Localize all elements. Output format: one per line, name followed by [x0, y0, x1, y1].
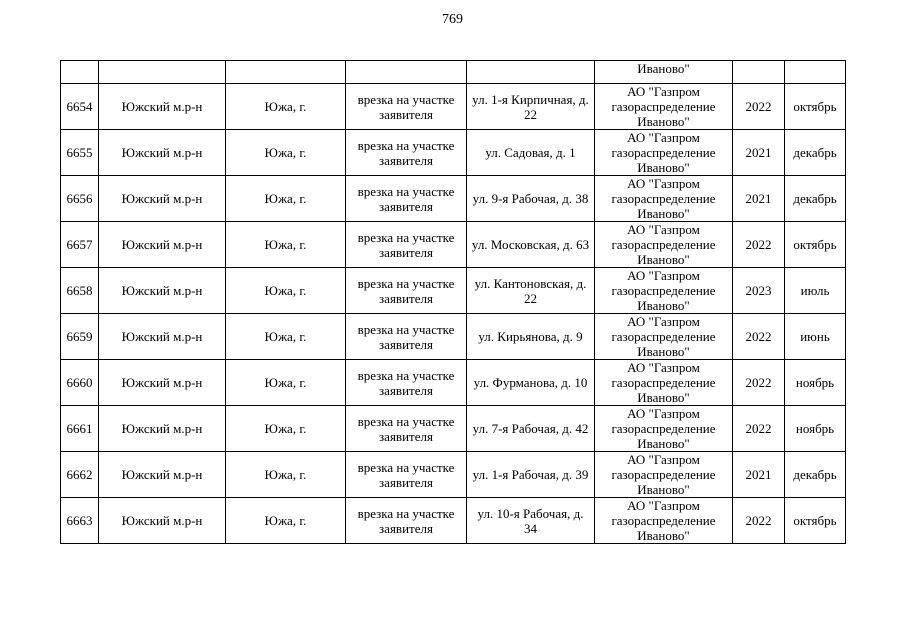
table-row: [61, 314, 846, 360]
cell-year: 2022: [733, 314, 785, 360]
cell-district: Южский м.р-н: [99, 176, 226, 222]
cell-year: 2022: [733, 84, 785, 130]
cell-address: [467, 61, 595, 84]
cell-year: 2022: [733, 406, 785, 452]
cell-month: июнь: [785, 314, 846, 360]
cell-id: 6658: [61, 268, 99, 314]
cell-address: ул. 1-я Рабочая, д. 39: [467, 452, 595, 498]
cell-work: врезка на участке заявителя: [346, 84, 467, 130]
cell-company: АО "Газпром газораспределение Иваново": [595, 84, 733, 130]
cell-work: врезка на участке заявителя: [346, 498, 467, 544]
cell-company: АО "Газпром газораспределение Иваново": [595, 452, 733, 498]
cell-id: 6654: [61, 84, 99, 130]
table-row: [61, 84, 846, 130]
cell-id: 6663: [61, 498, 99, 544]
cell-month: октябрь: [785, 222, 846, 268]
cell-town: Южа, г.: [226, 268, 346, 314]
cell-address: ул. 1-я Кирпичная, д. 22: [467, 84, 595, 130]
cell-address: ул. 9-я Рабочая, д. 38: [467, 176, 595, 222]
cell-work: врезка на участке заявителя: [346, 360, 467, 406]
cell-year: 2023: [733, 268, 785, 314]
cell-town: Южа, г.: [226, 314, 346, 360]
table-row: [61, 222, 846, 268]
page-number: 769: [442, 12, 463, 27]
cell-month: декабрь: [785, 452, 846, 498]
table-row: [61, 406, 846, 452]
cell-town: Южа, г.: [226, 130, 346, 176]
cell-id: [61, 61, 99, 84]
table-row: [61, 130, 846, 176]
cell-work: врезка на участке заявителя: [346, 222, 467, 268]
cell-address: ул. Садовая, д. 1: [467, 130, 595, 176]
cell-work: [346, 61, 467, 84]
cell-town: Южа, г.: [226, 360, 346, 406]
cell-district: Южский м.р-н: [99, 268, 226, 314]
data-table: [60, 60, 846, 544]
cell-year: 2022: [733, 222, 785, 268]
cell-month: декабрь: [785, 130, 846, 176]
cell-id: 6656: [61, 176, 99, 222]
table-row: [61, 268, 846, 314]
cell-month: июль: [785, 268, 846, 314]
cell-town: Южа, г.: [226, 452, 346, 498]
cell-address: ул. Кантоновская, д. 22: [467, 268, 595, 314]
cell-year: 2022: [733, 498, 785, 544]
cell-work: врезка на участке заявителя: [346, 452, 467, 498]
cell-district: Южский м.р-н: [99, 84, 226, 130]
cell-town: Южа, г.: [226, 406, 346, 452]
cell-company: АО "Газпром газораспределение Иваново": [595, 222, 733, 268]
table-row: [61, 176, 846, 222]
cell-company: АО "Газпром газораспределение Иваново": [595, 176, 733, 222]
table-row: [61, 360, 846, 406]
cell-work: врезка на участке заявителя: [346, 176, 467, 222]
table-row: [61, 498, 846, 544]
cell-month: декабрь: [785, 176, 846, 222]
cell-district: Южский м.р-н: [99, 452, 226, 498]
cell-district: Южский м.р-н: [99, 360, 226, 406]
cell-address: ул. 7-я Рабочая, д. 42: [467, 406, 595, 452]
cell-month: ноябрь: [785, 360, 846, 406]
continuation-row: [61, 61, 846, 84]
table-body: [61, 61, 846, 544]
cell-year: [733, 61, 785, 84]
cell-work: врезка на участке заявителя: [346, 314, 467, 360]
cell-company: АО "Газпром газораспределение Иваново": [595, 360, 733, 406]
cell-address: ул. Кирьянова, д. 9: [467, 314, 595, 360]
cell-work: врезка на участке заявителя: [346, 406, 467, 452]
cell-town: [226, 61, 346, 84]
cell-district: Южский м.р-н: [99, 406, 226, 452]
cell-year: 2022: [733, 360, 785, 406]
cell-district: Южский м.р-н: [99, 314, 226, 360]
cell-month: [785, 61, 846, 84]
cell-company: АО "Газпром газораспределение Иваново": [595, 130, 733, 176]
cell-town: Южа, г.: [226, 176, 346, 222]
cell-id: 6657: [61, 222, 99, 268]
cell-district: Южский м.р-н: [99, 222, 226, 268]
cell-id: 6661: [61, 406, 99, 452]
cell-company: АО "Газпром газораспределение Иваново": [595, 314, 733, 360]
cell-district: Южский м.р-н: [99, 130, 226, 176]
cell-year: 2021: [733, 452, 785, 498]
cell-month: октябрь: [785, 84, 846, 130]
cell-id: 6660: [61, 360, 99, 406]
cell-id: 6662: [61, 452, 99, 498]
cell-month: ноябрь: [785, 406, 846, 452]
cell-address: ул. Фурманова, д. 10: [467, 360, 595, 406]
cell-address: ул. Московская, д. 63: [467, 222, 595, 268]
cell-district: Южский м.р-н: [99, 498, 226, 544]
cell-address: ул. 10-я Рабочая, д. 34: [467, 498, 595, 544]
cell-town: Южа, г.: [226, 222, 346, 268]
cell-year: 2021: [733, 130, 785, 176]
cell-company: Иваново": [595, 61, 733, 84]
cell-id: 6655: [61, 130, 99, 176]
cell-month: октябрь: [785, 498, 846, 544]
cell-town: Южа, г.: [226, 498, 346, 544]
cell-work: врезка на участке заявителя: [346, 268, 467, 314]
table-row: [61, 452, 846, 498]
cell-district: [99, 61, 226, 84]
cell-company: АО "Газпром газораспределение Иваново": [595, 406, 733, 452]
cell-town: Южа, г.: [226, 84, 346, 130]
cell-year: 2021: [733, 176, 785, 222]
cell-company: АО "Газпром газораспределение Иваново": [595, 498, 733, 544]
cell-company: АО "Газпром газораспределение Иваново": [595, 268, 733, 314]
cell-work: врезка на участке заявителя: [346, 130, 467, 176]
cell-id: 6659: [61, 314, 99, 360]
